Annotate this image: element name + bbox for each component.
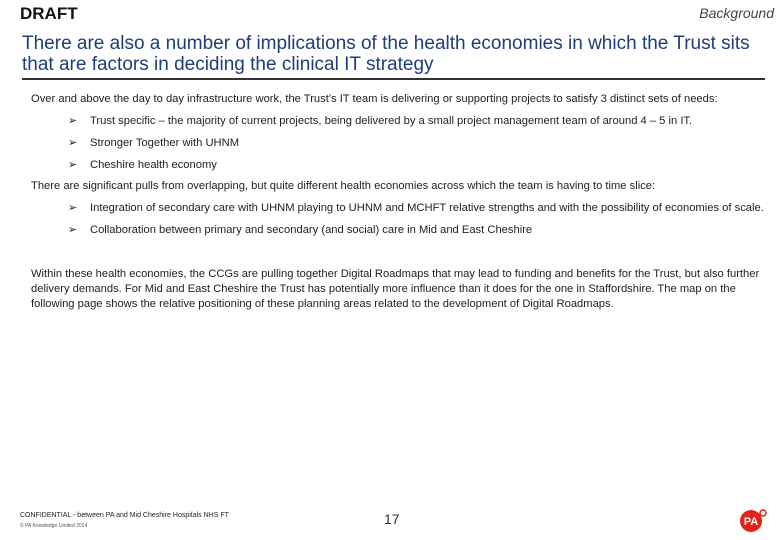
- draft-label: DRAFT: [20, 4, 78, 23]
- list-item: [31, 114, 776, 128]
- copyright-notice: © PA Knowledge Limited 2014: [20, 523, 88, 529]
- list-item-text: Integration of secondary care with UHNM playing to UHNM and MCHFT relative strengths and with the possibility of economies of scale.: [90, 202, 764, 214]
- title-divider: [22, 78, 765, 80]
- list-item: [31, 223, 776, 237]
- pulls-list: [31, 201, 776, 237]
- list-item-text: Stronger Together with UHNM: [90, 137, 240, 149]
- confidential-notice: CONFIDENTIAL - between PA and Mid Cheshire Hospitals NHS FT: [20, 512, 229, 519]
- list-item-text: Cheshire health economy: [90, 159, 217, 171]
- pulls-paragraph: There are significant pulls from overlapping, but quite different health economies across which the team is having to time slice:: [31, 180, 656, 192]
- intro-paragraph: Over and above the day to day infrastructure work, the Trust's IT team is delivering or supporting projects to satisfy 3 distinct sets of needs:: [31, 93, 718, 105]
- list-item: [31, 201, 776, 215]
- arrow-bullet-icon: ➢: [68, 115, 78, 127]
- logo-text: PA: [743, 516, 759, 528]
- closing-paragraph: Within these health economies, the CCGs are pulling together Digital Roadmaps that may lead to funding and benefits for the Trust, but also further delivery demands. For Mid and East Cheshire the Trust has potentially more influence than it does for the one in Staffordshire. The map on the following page shows the relative positioning of these planning areas related to the development of Digital Roadmaps.: [31, 268, 760, 310]
- arrow-bullet-icon: ➢: [68, 137, 78, 149]
- arrow-bullet-icon: ➢: [68, 224, 78, 236]
- arrow-bullet-icon: ➢: [68, 202, 78, 214]
- list-item-text: Trust specific – the majority of current projects, being delivered by a small project management team of around 4 – 5 in IT.: [90, 115, 693, 127]
- section-label: Background: [699, 5, 774, 21]
- pa-logo-icon: [738, 506, 770, 534]
- list-item: [31, 158, 776, 172]
- page-number: 17: [384, 511, 400, 527]
- body-content: [31, 92, 776, 312]
- arrow-bullet-icon: ➢: [68, 159, 78, 171]
- list-item-text: Collaboration between primary and secondary (and social) care in Mid and East Cheshire: [90, 224, 533, 236]
- needs-list: [31, 114, 776, 172]
- page-title: There are also a number of implications of the health economies in which the Trust sits that are factors in deciding the clinical IT strategy: [22, 33, 750, 75]
- list-item: [31, 136, 776, 150]
